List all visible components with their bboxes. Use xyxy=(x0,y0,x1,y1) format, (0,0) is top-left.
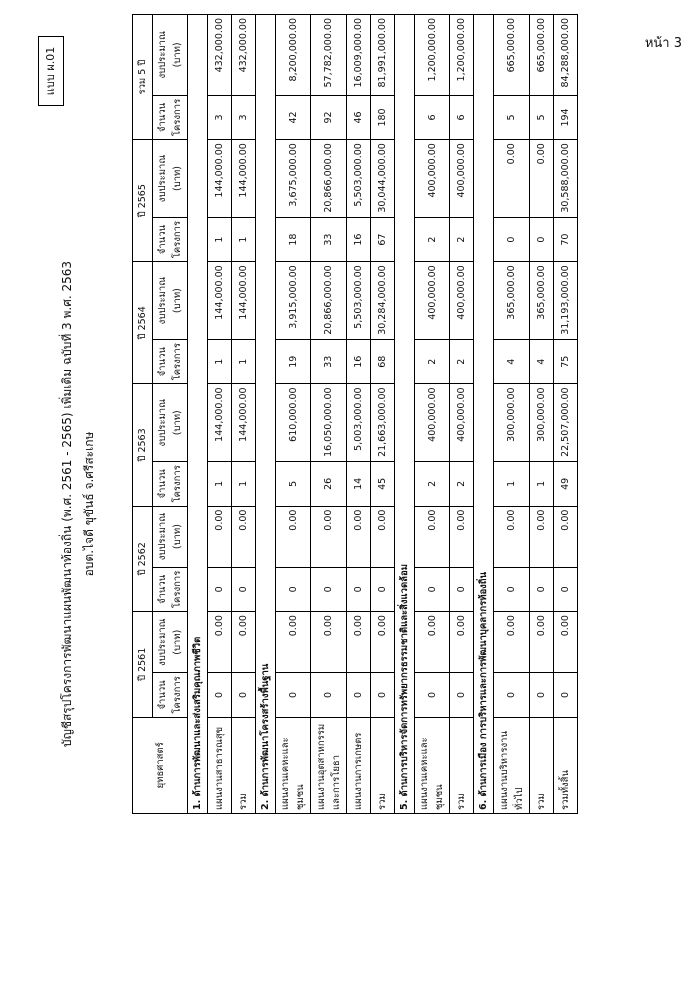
project-count-cell: 4 xyxy=(494,340,530,384)
header-budget: งบประมาณ (บาท) xyxy=(153,140,188,218)
budget-cell: 0.00 xyxy=(208,612,232,673)
project-count-cell: 0 xyxy=(415,567,450,611)
table-row xyxy=(276,15,311,814)
project-count-cell: 75 xyxy=(554,340,578,384)
header-year-2565: ปี 2565 xyxy=(133,140,153,262)
table-row xyxy=(494,15,530,814)
budget-cell: 21,663,000.00 xyxy=(371,384,395,462)
project-count-cell: 18 xyxy=(276,217,311,261)
document-subtitle: อบต.ไจดี ขุขันธ์ จ.ศรีสะเกษ xyxy=(82,431,96,577)
budget-cell: 0.00 xyxy=(530,506,554,567)
project-count-cell: 67 xyxy=(371,217,395,261)
budget-cell: 300,000.00 xyxy=(530,384,554,462)
project-count-cell: 26 xyxy=(311,462,347,506)
budget-cell: 3,675,000.00 xyxy=(276,140,311,218)
budget-cell: 610,000.00 xyxy=(276,384,311,462)
budget-cell: 20,866,000.00 xyxy=(311,262,347,340)
project-count-cell: 5 xyxy=(530,95,554,139)
project-count-cell: 1 xyxy=(232,217,256,261)
budget-cell: 0.00 xyxy=(554,612,578,673)
budget-cell: 400,000.00 xyxy=(415,384,450,462)
row-label: แผนงานเคหะและชุมชน xyxy=(415,717,450,813)
table-row xyxy=(232,15,256,814)
header-count: จำนวนโครงการ xyxy=(153,95,188,139)
budget-cell: 665,000.00 xyxy=(494,15,530,96)
section-title: 6. ด้านการเมือง การบริหารและการพัฒนาบุคลากรท้องถิ่น xyxy=(474,15,494,814)
header-budget: งบประมาณ (บาท) xyxy=(153,384,188,462)
table-row xyxy=(208,15,232,814)
project-count-cell: 0 xyxy=(494,673,530,717)
budget-cell: 0.00 xyxy=(347,506,371,567)
table-row xyxy=(450,15,474,814)
budget-cell: 0.00 xyxy=(311,506,347,567)
row-label: รวม xyxy=(371,717,395,813)
table-row xyxy=(530,15,554,814)
project-count-cell: 0 xyxy=(311,673,347,717)
budget-cell: 300,000.00 xyxy=(494,384,530,462)
header-year-2564: ปี 2564 xyxy=(133,262,153,384)
section-row xyxy=(188,15,208,814)
budget-cell: 400,000.00 xyxy=(450,140,474,218)
table-row xyxy=(554,15,578,814)
budget-cell: 0.00 xyxy=(347,612,371,673)
budget-cell: 400,000.00 xyxy=(450,262,474,340)
project-count-cell: 0 xyxy=(208,673,232,717)
section-title: 2. ด้านการพัฒนาโครงสร้างพื้นฐาน xyxy=(256,15,276,814)
budget-cell: 0.00 xyxy=(554,506,578,567)
page-number: หน้า 3 xyxy=(644,36,682,51)
project-count-cell: 0 xyxy=(450,673,474,717)
project-count-cell: 2 xyxy=(415,340,450,384)
project-count-cell: 68 xyxy=(371,340,395,384)
project-count-cell: 92 xyxy=(311,95,347,139)
row-label: แผนงานการเกษตร xyxy=(347,717,371,813)
budget-cell: 81,991,000.00 xyxy=(371,15,395,96)
project-count-cell: 2 xyxy=(450,217,474,261)
project-count-cell: 0 xyxy=(530,567,554,611)
project-count-cell: 45 xyxy=(371,462,395,506)
header-count: จำนวนโครงการ xyxy=(153,217,188,261)
project-count-cell: 0 xyxy=(494,567,530,611)
project-count-cell: 1 xyxy=(494,462,530,506)
budget-cell: 30,044,000.00 xyxy=(371,140,395,218)
project-count-cell: 6 xyxy=(450,95,474,139)
budget-cell: 5,003,000.00 xyxy=(347,384,371,462)
project-count-cell: 16 xyxy=(347,217,371,261)
form-code-box: แบบ ผ.01 xyxy=(38,36,64,106)
project-count-cell: 33 xyxy=(311,340,347,384)
budget-cell: 20,866,000.00 xyxy=(311,140,347,218)
budget-cell: 0.00 xyxy=(450,612,474,673)
project-count-cell: 3 xyxy=(232,95,256,139)
project-count-cell: 0 xyxy=(347,673,371,717)
budget-cell: 1,200,000.00 xyxy=(450,15,474,96)
header-count: จำนวนโครงการ xyxy=(153,673,188,717)
budget-cell: 30,588,000.00 xyxy=(554,140,578,218)
budget-cell: 144,000.00 xyxy=(208,262,232,340)
document-title: บัญชีสรุปโครงการพัฒนาแผนพัฒนาท้องถิ่น (พ.ศ. 2561 - 2565) เพิ่มเติม ฉบับที่ 3 พ.ศ. 2563 xyxy=(60,260,74,748)
project-count-cell: 70 xyxy=(554,217,578,261)
project-count-cell: 0 xyxy=(371,673,395,717)
project-count-cell: 6 xyxy=(415,95,450,139)
header-budget: งบประมาณ (บาท) xyxy=(153,612,188,673)
header-year-2563: ปี 2563 xyxy=(133,384,153,506)
budget-cell: 0.00 xyxy=(276,506,311,567)
project-count-cell: 194 xyxy=(554,95,578,139)
header-budget: งบประมาณ (บาท) xyxy=(153,15,188,96)
budget-cell: 432,000.00 xyxy=(232,15,256,96)
budget-cell: 0.00 xyxy=(232,612,256,673)
section-row xyxy=(256,15,276,814)
budget-cell: 144,000.00 xyxy=(208,384,232,462)
project-count-cell: 0 xyxy=(494,217,530,261)
project-count-cell: 1 xyxy=(232,340,256,384)
budget-cell: 57,782,000.00 xyxy=(311,15,347,96)
header-budget: งบประมาณ (บาท) xyxy=(153,262,188,340)
budget-cell: 0.00 xyxy=(494,612,530,673)
header-year-2562: ปี 2562 xyxy=(133,506,153,612)
budget-cell: 432,000.00 xyxy=(208,15,232,96)
budget-cell: 400,000.00 xyxy=(450,384,474,462)
budget-cell: 0.00 xyxy=(530,612,554,673)
budget-cell: 0.00 xyxy=(208,506,232,567)
project-count-cell: 1 xyxy=(232,462,256,506)
row-label: รวม xyxy=(450,717,474,813)
project-count-cell: 19 xyxy=(276,340,311,384)
budget-cell: 84,288,000.00 xyxy=(554,15,578,96)
project-count-cell: 42 xyxy=(276,95,311,139)
header-year-2561: ปี 2561 xyxy=(133,612,153,718)
section-row xyxy=(395,15,415,814)
project-count-cell: 0 xyxy=(276,567,311,611)
header-budget: งบประมาณ (บาท) xyxy=(153,506,188,567)
budget-cell: 8,200,000.00 xyxy=(276,15,311,96)
table-row xyxy=(415,15,450,814)
project-count-cell: 0 xyxy=(554,673,578,717)
project-count-cell: 46 xyxy=(347,95,371,139)
table-body xyxy=(188,15,578,814)
project-count-cell: 0 xyxy=(208,567,232,611)
row-label: แผนงานสาธารณสุข xyxy=(208,717,232,813)
project-count-cell: 2 xyxy=(415,462,450,506)
project-count-cell: 1 xyxy=(208,340,232,384)
project-count-cell: 1 xyxy=(208,462,232,506)
summary-table xyxy=(132,14,578,814)
project-count-cell: 16 xyxy=(347,340,371,384)
budget-cell: 0.00 xyxy=(232,506,256,567)
budget-cell: 3,915,000.00 xyxy=(276,262,311,340)
project-count-cell: 1 xyxy=(208,217,232,261)
project-count-cell: 0 xyxy=(311,567,347,611)
section-title: 5. ด้านการบริหารจัดการทรัพยากรธรรมชาติและสิ่งแวดล้อม xyxy=(395,15,415,814)
budget-cell: 1,200,000.00 xyxy=(415,15,450,96)
row-label: แผนงานบริหารงานทั่วไป xyxy=(494,717,530,813)
budget-cell: 0.00 xyxy=(276,612,311,673)
row-label: รวมทั้งสิ้น xyxy=(554,717,578,813)
budget-cell: 144,000.00 xyxy=(232,384,256,462)
table-row xyxy=(347,15,371,814)
header-strategy: ยุทธศาสตร์ xyxy=(133,717,188,813)
budget-cell: 0.00 xyxy=(450,506,474,567)
budget-cell: 16,050,000.00 xyxy=(311,384,347,462)
budget-cell: 0.00 xyxy=(311,612,347,673)
budget-cell: 30,284,000.00 xyxy=(371,262,395,340)
project-count-cell: 0 xyxy=(371,567,395,611)
budget-cell: 665,000.00 xyxy=(530,15,554,96)
budget-cell: 0.00 xyxy=(415,612,450,673)
project-count-cell: 0 xyxy=(415,673,450,717)
project-count-cell: 49 xyxy=(554,462,578,506)
budget-cell: 16,009,000.00 xyxy=(347,15,371,96)
budget-cell: 400,000.00 xyxy=(415,140,450,218)
project-count-cell: 0 xyxy=(232,673,256,717)
budget-cell: 0.00 xyxy=(494,140,530,218)
row-label: แผนงานอุตสาหกรรมและการโยธา xyxy=(311,717,347,813)
budget-cell: 0.00 xyxy=(371,612,395,673)
table-row xyxy=(371,15,395,814)
project-count-cell: 5 xyxy=(494,95,530,139)
project-count-cell: 0 xyxy=(530,217,554,261)
budget-cell: 22,507,000.00 xyxy=(554,384,578,462)
row-label: แผนงานเคหะและชุมชน xyxy=(276,717,311,813)
budget-cell: 0.00 xyxy=(415,506,450,567)
project-count-cell: 33 xyxy=(311,217,347,261)
project-count-cell: 0 xyxy=(347,567,371,611)
project-count-cell: 3 xyxy=(208,95,232,139)
budget-cell: 5,503,000.00 xyxy=(347,140,371,218)
project-count-cell: 2 xyxy=(450,462,474,506)
project-count-cell: 0 xyxy=(276,673,311,717)
budget-cell: 365,000.00 xyxy=(530,262,554,340)
header-count: จำนวนโครงการ xyxy=(153,340,188,384)
document-body xyxy=(0,14,700,994)
header-count: จำนวนโครงการ xyxy=(153,567,188,611)
project-count-cell: 1 xyxy=(530,462,554,506)
budget-cell: 144,000.00 xyxy=(232,262,256,340)
budget-cell: 144,000.00 xyxy=(232,140,256,218)
project-count-cell: 180 xyxy=(371,95,395,139)
row-label: รวม xyxy=(530,717,554,813)
section-title: 1. ด้านการพัฒนาและส่งเสริมคุณภาพชีวิต xyxy=(188,15,208,814)
project-count-cell: 2 xyxy=(415,217,450,261)
table-row xyxy=(311,15,347,814)
budget-cell: 0.00 xyxy=(530,140,554,218)
project-count-cell: 2 xyxy=(450,340,474,384)
budget-cell: 0.00 xyxy=(371,506,395,567)
section-row xyxy=(474,15,494,814)
header-total-5-years: รวม 5 ปี xyxy=(133,15,153,140)
header-count: จำนวนโครงการ xyxy=(153,462,188,506)
project-count-cell: 0 xyxy=(232,567,256,611)
project-count-cell: 0 xyxy=(530,673,554,717)
row-label: รวม xyxy=(232,717,256,813)
budget-cell: 365,000.00 xyxy=(494,262,530,340)
project-count-cell: 5 xyxy=(276,462,311,506)
budget-cell: 144,000.00 xyxy=(208,140,232,218)
budget-cell: 5,503,000.00 xyxy=(347,262,371,340)
project-count-cell: 14 xyxy=(347,462,371,506)
project-count-cell: 4 xyxy=(530,340,554,384)
project-count-cell: 0 xyxy=(450,567,474,611)
project-count-cell: 0 xyxy=(554,567,578,611)
budget-cell: 400,000.00 xyxy=(415,262,450,340)
budget-cell: 31,193,000.00 xyxy=(554,262,578,340)
budget-cell: 0.00 xyxy=(494,506,530,567)
